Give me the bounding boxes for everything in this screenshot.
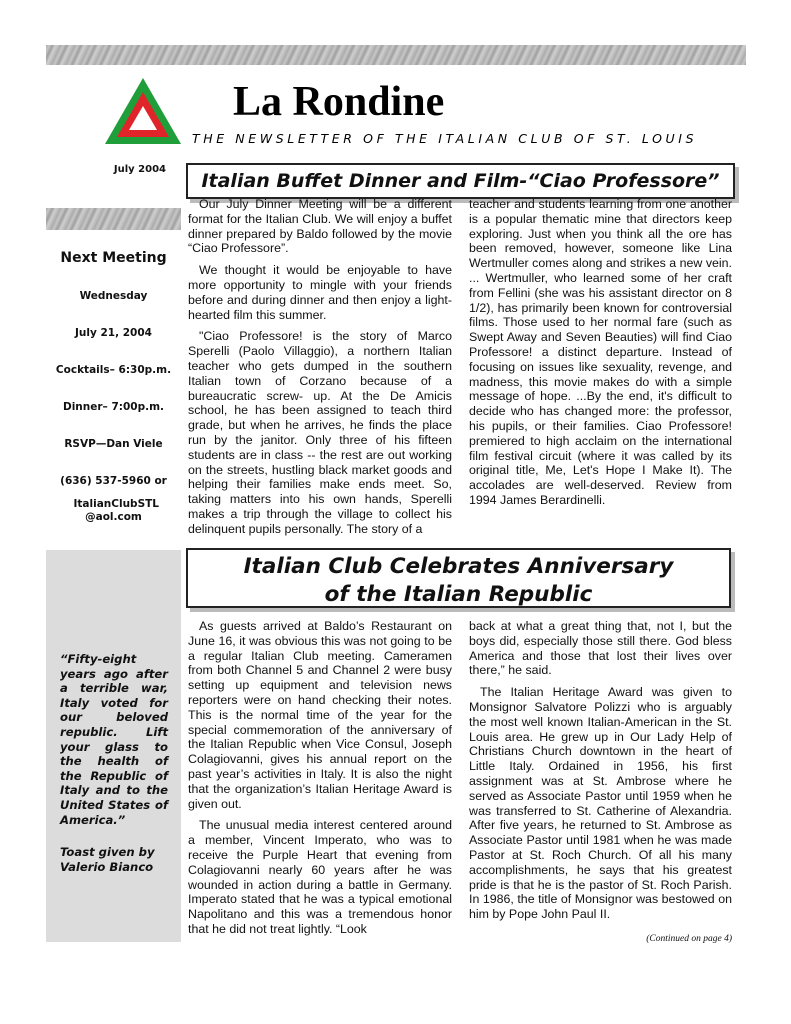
sidebar-decorative-band xyxy=(46,208,181,230)
meeting-email: ItalianClubSTL @aol.com xyxy=(73,498,159,523)
article-1-paragraph: We thought it would be enjoyable to have more opportunity to mingle with your friends before and during dinner and then enjoy a light-hearted film this summer. xyxy=(188,263,452,322)
pull-quote-text: “Fifty-eight years ago after a terrible war, Italy voted for our beloved republic. Lift your glass to the health of the Republic of Italy and to the United States of America.” xyxy=(60,652,168,827)
article-1-paragraph: Our July Dinner Meeting will be a different format for the Italian Club. We will enjoy a buffet dinner prepared by Baldo followed by the movie “Ciao Professore”. xyxy=(188,197,452,256)
article-2-paragraph: back at what a great thing that, not I, but the boys did, especially those still there. God bless America and those that lost their lives over there,” he said. xyxy=(469,619,732,678)
article-2-headline-line-1: Italian Club Celebrates Anniversary xyxy=(243,554,674,579)
meeting-phone: (636) 537-5960 or xyxy=(60,475,167,487)
next-meeting-sidebar xyxy=(46,236,181,548)
article-1-paragraph: teacher and students learning from one another is a popular thematic mine that directors keep exploring. Just when you think all the ore has been removed, however, someone like Lina Wertmuller comes along and strikes a new vein. ... Wertmuller, who learned some of her craft from Fellini (she was his assistant director on 8 1/2), has primarily been known for controversial films. Those used to her normal fare (such as Swept Away and Seven Beauties) will find Ciao Professore! a distinct departure. Instead of focusing on issues like sexuality, revenge, and madness, this movie makes do with a simple message of hope. ...By the end, it's difficult to decide who has changed more: the professor, his pupils, or their families. Ciao Professore! premiered to high acclaim on the international film festival circuit (where it was called by its original title, Me, Let's Hope I Make It). The accolades are well-deserved. Review from 1994 James Berardinelli. xyxy=(469,197,732,507)
header-decorative-band xyxy=(46,45,746,65)
article-1-column-1 xyxy=(188,197,452,544)
article-2-headline-line-2: of the Italian Republic xyxy=(324,582,593,607)
article-1-column-2 xyxy=(469,197,732,515)
meeting-rsvp: RSVP—Dan Viele xyxy=(64,438,163,450)
article-2-column-2 xyxy=(469,619,732,929)
next-meeting-heading: Next Meeting xyxy=(60,250,167,266)
newsletter-subtitle: THE NEWSLETTER OF THE ITALIAN CLUB OF ST. LOUIS xyxy=(192,131,698,146)
meeting-day: Wednesday xyxy=(79,290,148,302)
article-2-paragraph: The Italian Heritage Award was given to Monsignor Salvatore Polizzi who is arguably the most well known Italian-American in the St. Louis area. He grew up in Our Lady Help of Christians Church downtown in the heart of Little Italy. Ordained in 1956, his first assignment was at St. Ambrose where he served as Associate Pastor until 1959 when he was transferred to St. Catherine of Alexandria. After five years, he returned to St. Ambrose as Associate Pastor until 1981 when he was made Pastor at St. Roch Church. Of all his many accomplishments, he says that his greatest pride is that he is the pastor of St. Roch Parish. In 1986, the title of Monsignor was bestowed on him by Pope John Paul II. xyxy=(469,685,732,922)
article-1-paragraph: "Ciao Professore! is the story of Marco Sperelli (Paolo Villaggio), a northern Italian teacher who gets dumped in the southern Italian town of Corzano because of a bureaucratic screw- up. At the De Amicis school, he has been assigned to teach third grade, but when he arrives, he finds the place run by the janitor. Only three of his fifteen students are in class -- the rest are out working on the streets, hustling black market goods and helping their families make ends meet. So, taking matters into his own hands, Sperelli makes a trip through the village to collect his delinquent pupils personally. The story of a xyxy=(188,329,452,536)
article-2-paragraph: As guests arrived at Baldo’s Restaurant on June 16, it was obvious this was not going to be a regular Italian Club meeting. Cameramen from both Channel 5 and Channel 2 were busy setting up equipment and television news reporters were on hand checking their notes. This is the normal time of the year for the special commemoration of the anniversary of the Italian Republic when Vice Consul, Joseph Colagiovanni, gives his annual report on the past year’s activities in Italy. It is also the night that the organization’s Italian Heritage Award is given out. xyxy=(188,619,452,811)
newsletter-title: La Rondine xyxy=(233,79,445,125)
pull-quote xyxy=(60,652,168,874)
meeting-cocktails: Cocktails– 6:30p.m. xyxy=(55,364,172,376)
issue-date: July 2004 xyxy=(113,164,166,175)
article-2-column-1 xyxy=(188,619,452,944)
pull-quote-attribution: Toast given by Valerio Bianco xyxy=(60,845,155,874)
continued-note: (Continued on page 4) xyxy=(646,934,732,944)
article-1-headline: Italian Buffet Dinner and Film-“Ciao Professore” xyxy=(186,163,735,199)
article-2-headline xyxy=(186,548,731,608)
meeting-date: July 21, 2004 xyxy=(75,327,152,339)
meeting-dinner: Dinner– 7:00p.m. xyxy=(62,401,165,413)
triangle-logo-icon xyxy=(103,76,183,146)
article-2-paragraph: The unusual media interest centered around a member, Vincent Imperato, who was to receive the Purple Heart that evening from Colagiovanni nearly 60 years after he was wounded in action during a battle in Germany. Imperato stated that he was a typical emotional Napolitano and this was a tremendous honor that he did not treat lightly. “Look xyxy=(188,818,452,936)
